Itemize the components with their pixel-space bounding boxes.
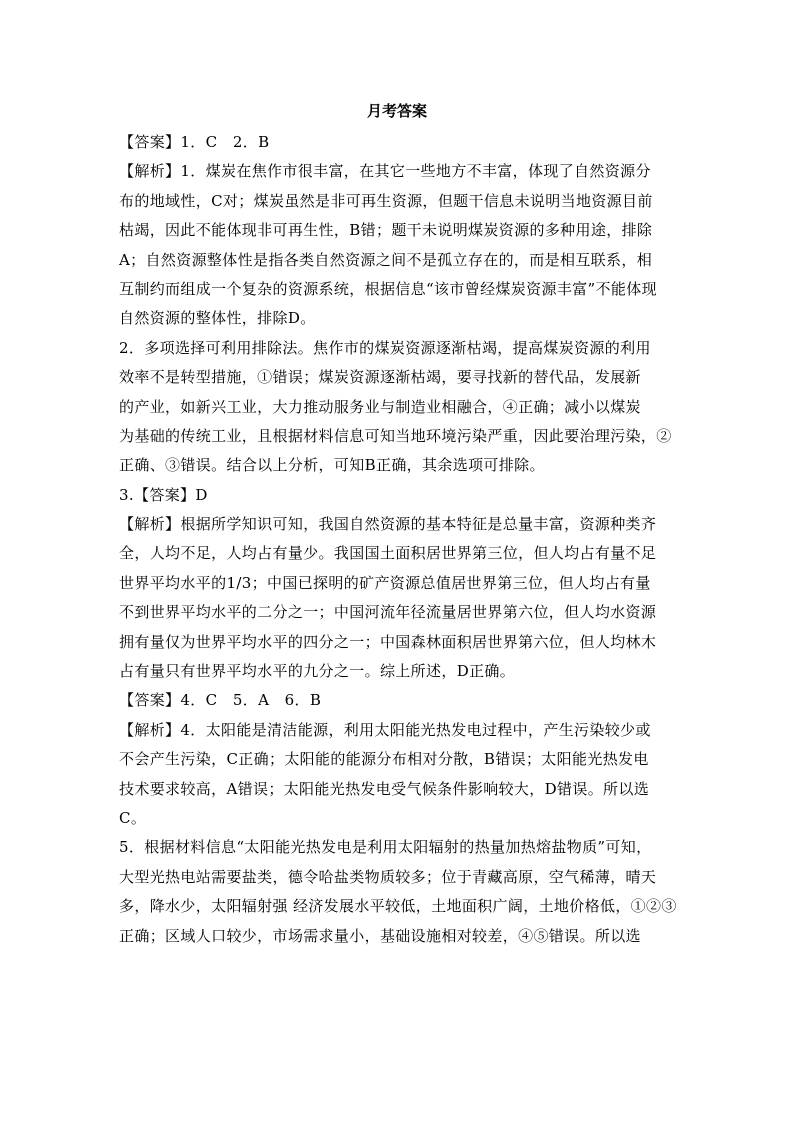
text-line: 布的地域性，C对；煤炭虽然是非可再生资源，但题干信息未说明当地资源目前 — [119, 191, 653, 210]
text-line: 3.【答案】D — [119, 485, 208, 504]
text-line: 互制约而组成一个复杂的资源系统，根据信息“该市曾经煤炭资源丰富”不能体现 — [119, 279, 657, 298]
text-line: 为基础的传统工业，且根据材料信息可知当地环境污染严重，因此要治理污染，② — [119, 426, 672, 445]
text-line: 大型光热电站需要盐类，德令哈盐类物质较多；位于青藏高原，空气稀薄，晴天 — [119, 867, 657, 886]
text-line: 正确、③错误。结合以上分析，可知B正确，其余选项可排除。 — [119, 456, 545, 475]
text-line: 不到世界平均水平的二分之一；中国河流年径流量居世界第六位，但人均水资源 — [119, 603, 657, 622]
text-line: 拥有量仅为世界平均水平的四分之一；中国森林面积居世界第六位，但人均林木 — [119, 632, 657, 651]
text-line: A；自然资源整体性是指各类自然资源之间不是孤立存在的，而是相互联系，相 — [119, 250, 653, 269]
text-line: 技术要求较高，A错误；太阳能光热发电受气候条件影响较大，D错误。所以选 — [119, 779, 650, 798]
text-line: 全，人均不足，人均占有量少。我国国土面积居世界第三位，但人均占有量不足 — [119, 544, 657, 563]
text-line: 枯竭，因此不能体现非可再生性，B错；题干未说明煤炭资源的多种用途，排除 — [119, 221, 653, 240]
text-line: 【解析】4．太阳能是清洁能源，利用太阳能光热发电过程中，产生污染较少或 — [119, 720, 651, 739]
text-line: 【答案】1．C 2．B — [119, 133, 270, 151]
text-line: 自然资源的整体性，排除D。 — [119, 309, 316, 328]
text-line: 占有量只有世界平均水平的九分之一。综上所述，D正确。 — [119, 662, 516, 681]
text-line: 【解析】根据所学知识可知，我国自然资源的基本特征是总量丰富，资源种类齐 — [119, 515, 657, 534]
page-title: 月考答案 — [366, 102, 427, 120]
text-line: 世界平均水平的1/3；中国已探明的矿产资源总值居世界第三位，但人均占有量 — [119, 573, 651, 592]
text-line: 多，降水少，太阳辐射强 经济发展水平较低，土地面积广阔，土地价格低，①②③ — [119, 897, 677, 916]
text-line: 5．根据材料信息“太阳能光热发电是利用太阳辐射的热量加热熔盐物质”可知， — [119, 838, 652, 857]
text-line: 的产业，如新兴工业，大力推动服务业与制造业相融合，④正确；减小以煤炭 — [119, 397, 641, 416]
text-line: 2．多项选择可利用排除法。焦作市的煤炭资源逐渐枯竭，提高煤炭资源的利用 — [119, 338, 651, 357]
document-body — [119, 128, 684, 951]
text-line: 不会产生污染，C正确；太阳能的能源分布相对分散，B错误；太阳能光热发电 — [119, 750, 649, 769]
text-line: 正确；区域人口较少，市场需求量小，基础设施相对较差，④⑤错误。所以选 — [119, 926, 641, 945]
text-line: 效率不是转型措施，①错误；煤炭资源逐渐枯竭，要寻找新的替代品，发展新 — [119, 368, 641, 387]
text-line: C。 — [119, 808, 147, 827]
text-line: 【解析】1．煤炭在焦作市很丰富，在其它一些地方不丰富，体现了自然资源分 — [119, 162, 651, 181]
text-line: 【答案】4．C 5．A 6．B — [119, 691, 322, 710]
